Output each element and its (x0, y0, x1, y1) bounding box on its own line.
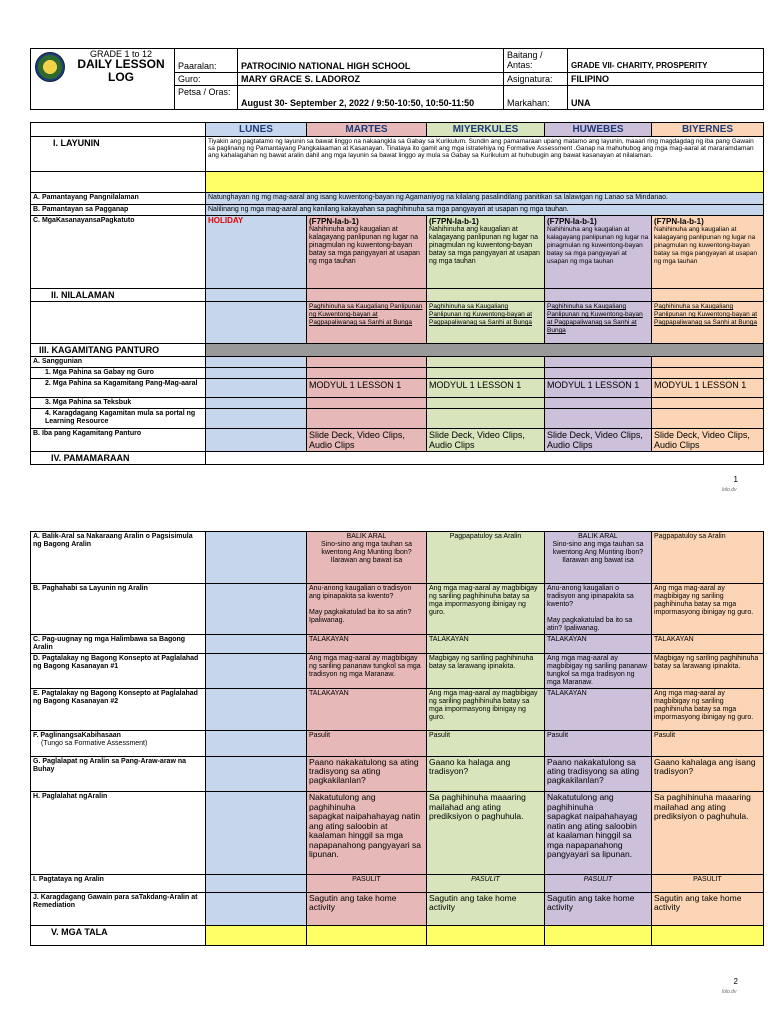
header-logo-cell (31, 49, 175, 110)
lunes-cell (206, 792, 307, 875)
competency-text: Nahihinuha ang kaugalian at kalagayang panlipunan ng lugar na pinagmulan ng kuwentong-bayan batay sa mga pangyayari at usapan ng mga tauhan (654, 226, 757, 265)
procedure-label (31, 757, 206, 792)
slide-deck-martes: Slide Deck, Video Clips, Audio Clips (307, 429, 427, 452)
page-footer-1: lolo.dv (722, 487, 737, 493)
layunin-highlight (206, 172, 764, 193)
empty-cell (307, 357, 427, 368)
pamantayan-pagganap-text: Nalilinang ng mga mag-aaral ang kanilang kakayahan sa paghihinuha sa mga pangyayari at usapan ng mga tauhan. (206, 205, 764, 216)
empty-cell (427, 409, 545, 429)
paaralan-value: PATROCINIO NATIONAL HIGH SCHOOL (238, 49, 504, 73)
lunes-cell (206, 757, 307, 792)
competency-text: Nahihinuha ang kaugalian at kalagayang panlipunan ng lugar na pinagmulan ng kuwentong-bayan batay sa mga pangyayari at usapan ng mga tauhan (547, 226, 649, 265)
procedure-row (31, 654, 764, 689)
procedure-label (31, 654, 206, 689)
markahan-label: Markahan: (504, 86, 568, 110)
empty-cell (427, 398, 545, 409)
biyernes-cell: Magbigay ng sariling paghihinuha batay sa larawang ipinakita. (652, 654, 764, 689)
pamamaraan-label: IV. PAMAMARAAN (31, 452, 206, 465)
huwebes-cell: BALIK ARAL Sino-sino ang mga tauhan sa kwentong Ang Munting Ibon? Ilarawan ang bawat isa (545, 532, 652, 584)
biyernes-cell: PASULIT (652, 875, 764, 893)
day-header-miyerkules: MIYERKULES (427, 123, 545, 137)
biyernes-cell: Sagutin ang take home activity (652, 893, 764, 926)
procedure-row (31, 635, 764, 654)
mga-tala-cell (206, 926, 307, 946)
empty-cell (652, 289, 764, 302)
martes-cell: Ang mga mag-aaral ay magbibigay ng sariling pananaw tungkol sa mga tradisyon ng mga Maranaw. (307, 654, 427, 689)
kasanayan-miyerkules (427, 216, 545, 289)
procedure-row (31, 584, 764, 635)
layunin-spacer (31, 172, 206, 193)
kagamitan-gray-bar (206, 344, 764, 357)
empty-cell (307, 409, 427, 429)
procedure-row (31, 532, 764, 584)
procedure-label (31, 792, 206, 875)
lunes-cell (206, 689, 307, 731)
pamantayang-pangnilalaman-label: A. Pamantayang Pangnilalaman (31, 193, 206, 205)
competency-text: Nahihinuha ang kaugalian at kalagayang panlipunan ng lugar na pinagmulan ng kuwentong-bayan batay sa mga pangyayari at usapan ng mga tauhan (309, 226, 420, 265)
empty-cell (307, 398, 427, 409)
modyul-biyernes: MODYUL 1 LESSON 1 (652, 379, 764, 398)
petsa-label: Petsa / Oras: (175, 86, 238, 110)
lunes-cell (206, 584, 307, 635)
lunes-cell (206, 654, 307, 689)
markahan-value: UNA (568, 86, 764, 110)
huwebes-cell: TALAKAYAN (545, 689, 652, 731)
kasanayan-martes (307, 216, 427, 289)
biyernes-cell: Sa paghihinuha maaaring mailahad ang ating prediksiyon o paghuhula. (652, 792, 764, 875)
martes-cell: Pasulit (307, 731, 427, 757)
empty-cell (545, 357, 652, 368)
procedure-label-text: A. Balik-Aral sa Nakaraang Aralin o Pagsisimula ng Bagong Aralin (33, 533, 193, 548)
miyerkules-cell: Sagutin ang take home activity (427, 893, 545, 926)
slide-deck-biyernes: Slide Deck, Video Clips, Audio Clips (652, 429, 764, 452)
lunes-cell (206, 893, 307, 926)
day-header-lunes: LUNES (206, 123, 307, 137)
empty-cell (206, 357, 307, 368)
empty-cell (307, 289, 427, 302)
nilalaman-biyernes: Paghihinuha sa Kaugaliang Panlipunan ng Kuwentong-bayan at Pagpapaliwanag sa Sanhi at Bunga (652, 302, 764, 344)
empty-cell (427, 368, 545, 379)
mga-tala-label: V. MGA TALA (31, 926, 206, 946)
lunes-cell (206, 635, 307, 654)
huwebes-cell: Nakatutulong ang paghihinuha sapagkat naipahahayag natin ang ating saloobin at kaalaman hinggil sa mga napapanahong pangyayari sa lipunan. (545, 792, 652, 875)
procedure-row (31, 757, 764, 792)
miyerkules-cell: TALAKAYAN (427, 635, 545, 654)
layunin-text: Tiyakin ang pagtatamo ng layunin sa bawat linggo na nakaangkla sa Gabay sa Kurikulum. Sundin ang pamamaraan upang matamo ang layunin, maaari ring magdagdag ng iba pang Gawain sa paglinang ng Pamantayang Pangkalaaman at Kasanayan. Tinataya ito gamit ang mga istratehiya ng Formative Assessment .Ganap na mahuhubog ang mga mag-aaral at mararamdaman ang kahalagahan ng bawat aralin dahil ang mga layunin sa bawat linggo ay mula sa Gabay sa Kurikulum at huhubugin ang bawat kasanayan at nilalaman. (206, 137, 764, 172)
petsa-value: August 30- September 2, 2022 / 9:50-10:50, 10:50-11:50 (238, 86, 504, 110)
modyul-huwebes: MODYUL 1 LESSON 1 (545, 379, 652, 398)
procedure-row (31, 893, 764, 926)
procedure-label (31, 875, 206, 893)
procedure-label-text: I. Pagtataya ng Aralin (33, 876, 104, 883)
holiday-label: HOLIDAY (206, 216, 307, 289)
biyernes-cell: Ang mga mag-aaral ay magbibigay ng sariling paghihinuha batay sa mga impormasyong ibinigay ng guro. (652, 584, 764, 635)
empty-cell (652, 398, 764, 409)
procedure-row (31, 875, 764, 893)
competency-code: (F7PN-Ia-b-1) (547, 217, 597, 226)
empty-cell (206, 398, 307, 409)
modyul-miyerkules: MODYUL 1 LESSON 1 (427, 379, 545, 398)
empty-cell (427, 289, 545, 302)
sanggunian-label: A. Sanggunian (31, 357, 206, 368)
lunes-cell (206, 875, 307, 893)
biyernes-cell: Pagpapatuloy sa Aralin (652, 532, 764, 584)
procedure-label (31, 532, 206, 584)
martes-cell: BALIK ARAL Sino-sino ang mga tauhan sa kwentong Ang Munting Ibon? Ilarawan ang bawat isa (307, 532, 427, 584)
empty-cell (545, 398, 652, 409)
nilalaman-spacer (31, 302, 206, 344)
procedure-label (31, 893, 206, 926)
lunes-cell (206, 731, 307, 757)
procedure-label (31, 689, 206, 731)
procedure-label (31, 731, 206, 757)
procedure-label (31, 584, 206, 635)
empty-cell (206, 429, 307, 452)
biyernes-cell: Ang mga mag-aaral ay magbibigay ng sariling paghihinuha batay sa mga impormasyong ibinigay ng guro. (652, 689, 764, 731)
miyerkules-cell: Ang mga mag-aaral ay magbibigay ng sariling paghihinuha batay sa mga impormasyong ibinigay ng guro. (427, 689, 545, 731)
day-header-biyernes: BIYERNES (652, 123, 764, 137)
competency-code: (F7PN-Ia-b-1) (654, 217, 704, 226)
baitang-label: Baitang / Antas: (504, 49, 568, 73)
competency-code: (F7PN-Ia-b-1) (309, 217, 359, 226)
paaralan-label: Paaralan: (175, 49, 238, 73)
lesson-log-table-page1 (30, 122, 764, 465)
biyernes-cell: Gaano kahalaga ang isang tradisyon? (652, 757, 764, 792)
gabay-guro-label: 1. Mga Pahina sa Gabay ng Guro (31, 368, 206, 379)
huwebes-cell: Pasulit (545, 731, 652, 757)
miyerkules-cell: Gaano ka halaga ang tradisyon? (427, 757, 545, 792)
procedure-label-text: G. Paglalapat ng Aralin sa Pang-Araw-araw na Buhay (33, 758, 187, 773)
slide-deck-miyerkules: Slide Deck, Video Clips, Audio Clips (427, 429, 545, 452)
lesson-log-table-page2 (30, 531, 764, 946)
miyerkules-cell: Magbigay ng sariling paghihinuha batay sa larawang ipinakita. (427, 654, 545, 689)
day-header-martes: MARTES (307, 123, 427, 137)
competency-text: Nahihinuha ang kaugalian at kalagayang panlipunan ng lugar na pinagmulan ng kuwentong-bayan batay sa mga pangyayari at usapan ng mga tauhan (429, 226, 540, 265)
pamantayang-pangnilalaman-text: Natunghayan ng mg mag-aaral ang isang kuwentong-bayan ng Agamaniyog na kilalang pasalindilang panitikan sa lalawigan ng Lanao sa Mindanao. (206, 193, 764, 205)
empty-cell (652, 357, 764, 368)
nilalaman-miyerkules: Paghihinuha sa Kaugaliang Panlipunan ng Kuwentong-bayan at Pagpapaliwanag sa Sanhi at Bunga (427, 302, 545, 344)
page-footer-2: lolo.dv (722, 989, 737, 995)
procedure-label-text: D. Pagtalakay ng Bagong Konsepto at Paglalahad ng Bagong Kasanayan #1 (33, 655, 199, 670)
empty-cell (545, 409, 652, 429)
biyernes-cell: TALAKAYAN (652, 635, 764, 654)
huwebes-cell: Paano nakakatulong sa ating tradisyong sa ating pagkakilanlan? (545, 757, 652, 792)
page-number-1: 1 (733, 475, 738, 484)
empty-cell (206, 368, 307, 379)
guro-label: Guro: (175, 73, 238, 86)
mga-tala-row (31, 926, 764, 946)
guro-value: MARY GRACE S. LADOROZ (238, 73, 504, 86)
asignatura-label: Asignatura: (504, 73, 568, 86)
empty-cell (652, 368, 764, 379)
procedure-label-text: B. Paghahabi sa Layunin ng Aralin (33, 585, 148, 592)
martes-cell: PASULIT (307, 875, 427, 893)
nilalaman-martes: Paghihinuha sa Kaugaliang Panlipunan ng Kuwentong-bayan at Pagpapaliwanag sa Sanhi at Bunga (307, 302, 427, 344)
kasanayan-huwebes (545, 216, 652, 289)
huwebes-cell: PASULIT (545, 875, 652, 893)
miyerkules-cell: Sa paghihinuha maaaring mailahad ang ating prediksiyon o paghuhula. (427, 792, 545, 875)
empty-cell (545, 289, 652, 302)
day-header-huwebes: HUWEBES (545, 123, 652, 137)
procedure-label-text: F. PaglinangsaKabihasaan (33, 732, 121, 739)
document-title: DAILY LESSON LOG (77, 57, 165, 84)
mga-tala-cell (307, 926, 427, 946)
empty-cell (206, 289, 307, 302)
miyerkules-cell: Pasulit (427, 731, 545, 757)
pamantayan-pagganap-label: B. Pamantayan sa Pagganap (31, 205, 206, 216)
procedure-row (31, 731, 764, 757)
teksbuk-label: 3. Mga Pahina sa Teksbuk (31, 398, 206, 409)
corner-cell (31, 123, 206, 137)
mga-tala-cell (545, 926, 652, 946)
iba-pang-kagamitan-label: B. Iba pang Kagamitang Panturo (31, 429, 206, 452)
martes-cell: TALAKAYAN (307, 689, 427, 731)
empty-cell (206, 379, 307, 398)
kasanayan-label: C. MgaKasanayansaPagkatuto (31, 216, 206, 289)
baitang-value: GRADE VII- CHARITY, PROSPERITY (568, 49, 764, 73)
empty-cell (545, 368, 652, 379)
kagamitan-label: III. KAGAMITANG PANTURO (31, 344, 206, 357)
procedure-row (31, 689, 764, 731)
huwebes-cell: Sagutin ang take home activity (545, 893, 652, 926)
biyernes-cell: Pasulit (652, 731, 764, 757)
deped-seal-icon (35, 52, 65, 82)
procedure-label-text: C. Pag-uugnay ng mga Halimbawa sa Bagong Aralin (33, 636, 186, 651)
learning-resource-label: 4. Karagdagang Kagamitan mula sa portal ng Learning Resource (31, 409, 206, 429)
empty-cell (427, 357, 545, 368)
martes-cell: TALAKAYAN (307, 635, 427, 654)
page-number-2: 2 (733, 977, 738, 986)
miyerkules-cell: Ang mga mag-aaral ay magbibigay ng sariling paghihinuha batay sa mga impormasyong ibinigay ng guro. (427, 584, 545, 635)
slide-deck-huwebes: Slide Deck, Video Clips, Audio Clips (545, 429, 652, 452)
miyerkules-cell: PASULIT (427, 875, 545, 893)
header-table (30, 48, 764, 110)
grade-range: GRADE 1 to 12 (89, 49, 153, 59)
huwebes-cell: TALAKAYAN (545, 635, 652, 654)
martes-cell: Nakatutulong ang paghihinuha sapagkat naipahahayag natin ang ating saloobin at kaalaman hinggil sa mga napapanahong pangyayari sa lipunan. (307, 792, 427, 875)
huwebes-cell: Anu-anong kaugalian o tradisyon ang ipinapakita sa kwento? May pagkakatulad ba ito sa atin? Ipaliwanag. (545, 584, 652, 635)
empty-cell (652, 409, 764, 429)
procedure-row (31, 792, 764, 875)
procedure-label (31, 635, 206, 654)
modyul-martes: MODYUL 1 LESSON 1 (307, 379, 427, 398)
empty-cell (307, 368, 427, 379)
procedure-label-text: J. Karagdagang Gawain para saTakdang-Aralin at Remediation (33, 894, 198, 909)
martes-cell: Sagutin ang take home activity (307, 893, 427, 926)
layunin-label: I. LAYUNIN (31, 137, 206, 172)
martes-cell: Paano nakakatulong sa ating tradisyong sa ating pagkakilanlan? (307, 757, 427, 792)
mga-tala-cell (652, 926, 764, 946)
procedure-sublabel: (Tungo sa Formative Assessment) (41, 740, 148, 747)
asignatura-value: FILIPINO (568, 73, 764, 86)
kagamitang-pang-mag-aaral-label: 2. Mga Pahina sa Kagamitang Pang-Mag-aaral (31, 379, 206, 398)
procedure-label-text: H. Paglalahat ngAralin (33, 793, 108, 800)
pamamaraan-empty (206, 452, 764, 465)
huwebes-cell: Ang mga mag-aaral ay magbibigay ng sariling pananaw tungkol sa mga tradisyon ng mga Maranaw. (545, 654, 652, 689)
kasanayan-biyernes (652, 216, 764, 289)
mga-tala-cell (427, 926, 545, 946)
empty-cell (206, 302, 307, 344)
nilalaman-huwebes: Paghihinuha sa Kaugaliang Panlipunan ng Kuwentong-bayan at Pagpapaliwanag sa Sanhi at Bunga (545, 302, 652, 344)
lunes-cell (206, 532, 307, 584)
miyerkules-cell: Pagpapatuloy sa Aralin (427, 532, 545, 584)
procedure-label-text: E. Pagtalakay ng Bagong Konsepto at Paglalahad ng Bagong Kasanayan #2 (33, 690, 198, 705)
martes-cell: Anu-anong kaugalian o tradisyon ang ipinapakita sa kwento? May pagkakatulad ba ito sa atin? Ipaliwanag. (307, 584, 427, 635)
nilalaman-label: II. NILALAMAN (31, 289, 206, 302)
empty-cell (206, 409, 307, 429)
competency-code: (F7PN-Ia-b-1) (429, 217, 479, 226)
